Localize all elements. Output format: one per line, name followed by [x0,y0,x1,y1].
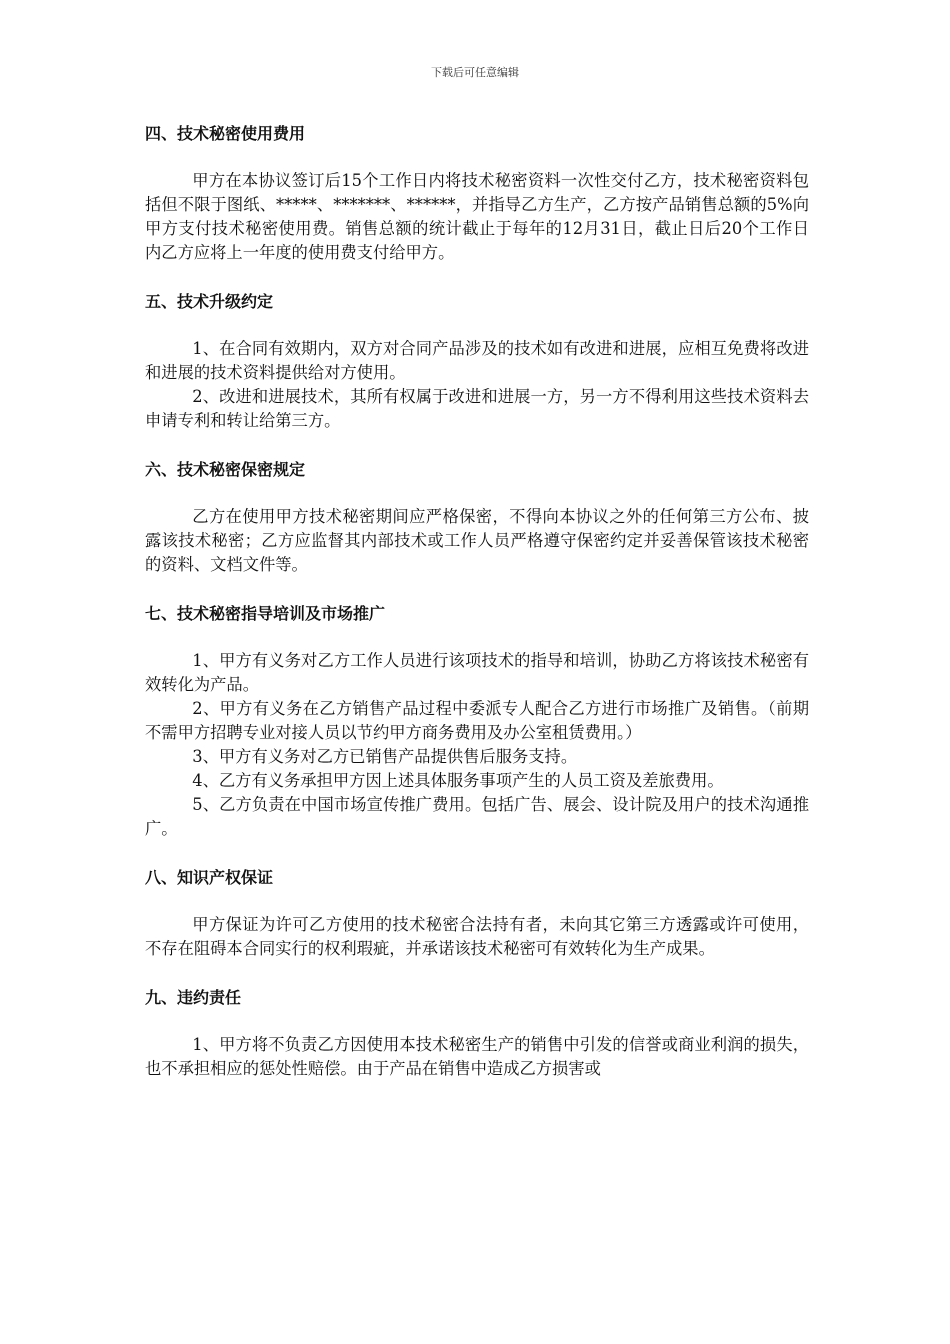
paragraph: 3、甲方有义务对乙方已销售产品提供售后服务支持。 [192,747,578,766]
document-body [145,122,809,1106]
section-heading: 八、知识产权保证 [145,868,274,887]
section-heading: 九、违约责任 [145,988,242,1007]
paragraph: 4、乙方有义务承担甲方因上述具体服务事项产生的人员工资及差旅费用。 [192,771,724,790]
section-heading: 七、技术秘密指导培训及市场推广 [145,604,386,623]
paragraph: 5、乙方负责在中国市场宣传推广费用。包括广告、展会、设计院及用户的技术沟通推广。 [145,795,809,838]
section-confidentiality [145,458,809,577]
paragraph: 甲方在本协议签订后15个工作日内将技术秘密资料一次性交付乙方，技术秘密资料包括但不限于图纸、*****、*******、******，并指导乙方生产，乙方按产品销售总额的5%向甲方支付技术秘密使用费。销售总额的统计截止于每年的12月31日，截止日后20个工作日内乙方应将上一年度的使用费支付给甲方。 [145,171,809,262]
section-ip-guarantee [145,866,809,961]
paragraph: 1、甲方有义务对乙方工作人员进行该项技术的指导和培训，协助乙方将该技术秘密有效转化为产品。 [145,651,809,694]
section-technical-upgrade [145,290,809,433]
section-heading: 六、技术秘密保密规定 [145,460,306,479]
section-training-and-marketing [145,602,809,841]
section-heading: 五、技术升级约定 [145,292,274,311]
page-header: 下载后可任意编辑 [431,66,519,79]
section-liability [145,986,809,1081]
paragraph: 乙方在使用甲方技术秘密期间应严格保密，不得向本协议之外的任何第三方公布、披露该技术秘密；乙方应监督其内部技术或工作人员严格遵守保密约定并妥善保管该技术秘密的资料、文档文件等。 [145,507,809,574]
paragraph: 2、甲方有义务在乙方销售产品过程中委派专人配合乙方进行市场推广及销售。（前期不需甲方招聘专业对接人员以节约甲方商务费用及办公室租赁费用。） [145,699,809,742]
paragraph: 1、在合同有效期内，双方对合同产品涉及的技术如有改进和进展，应相互免费将改进和进展的技术资料提供给对方使用。 [145,339,809,382]
paragraph: 2、改进和进展技术，其所有权属于改进和进展一方，另一方不得利用这些技术资料去申请专利和转让给第三方。 [145,387,809,430]
section-heading: 四、技术秘密使用费用 [145,124,306,143]
paragraph: 甲方保证为许可乙方使用的技术秘密合法持有者，未向其它第三方透露或许可使用，不存在阻碍本合同实行的权利瑕疵，并承诺该技术秘密可有效转化为生产成果。 [145,915,809,958]
paragraph: 1、甲方将不负责乙方因使用本技术秘密生产的销售中引发的信誉或商业利润的损失，也不承担相应的惩处性赔偿。由于产品在销售中造成乙方损害或 [145,1035,809,1078]
section-technical-secret-fee [145,122,809,265]
